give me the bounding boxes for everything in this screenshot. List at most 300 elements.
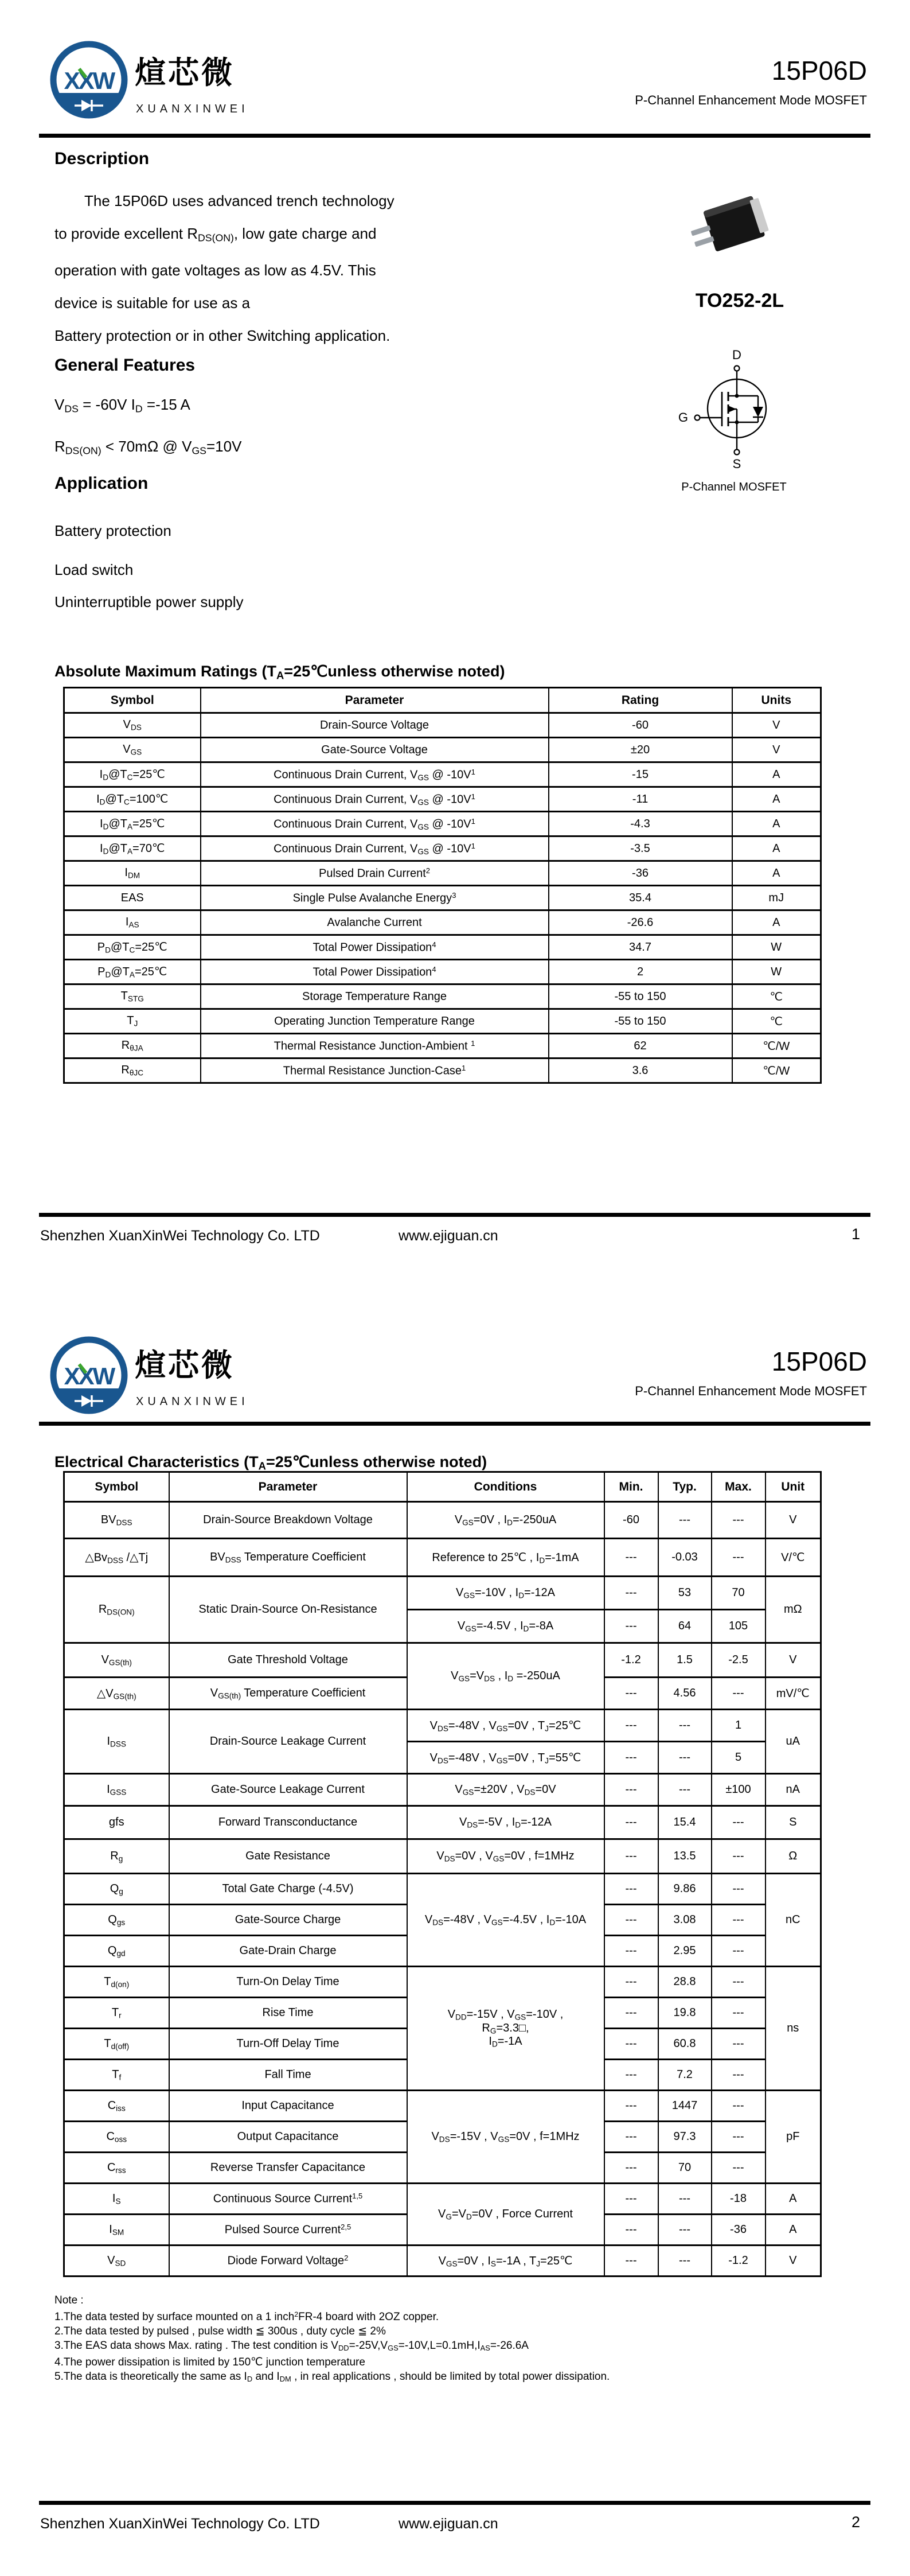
table-cell: $V_{GS}=V_{DS}$ , $I_D =-250uA$: [407, 1643, 604, 1710]
mosfet-symbol: [648, 333, 820, 505]
note-line: 5.The data is theoretically the same as $I_D$ and $I_{DM}$ , in real applications , should be limited by total power dissipation.: [54, 2371, 610, 2384]
table-cell: $I_S$: [64, 2184, 169, 2215]
table-cell: Total Power Dissipation$^4$: [201, 960, 549, 985]
footer-company: Shenzhen XuanXinWei Technology Co. LTD: [40, 1228, 320, 1244]
table-cell: $R_{\theta JC}$: [64, 1059, 201, 1083]
table-cell: V: [766, 1643, 821, 1678]
elec-title: Electrical Characteristics ($T_A=25℃unless$ otherwise noted): [54, 1453, 487, 1472]
table-cell: ---: [712, 1967, 766, 1998]
table-row: [64, 787, 821, 812]
table-cell: nC: [766, 1874, 821, 1967]
table-cell: ℃/W: [732, 1034, 821, 1059]
table-cell: 2: [549, 960, 732, 985]
description-line: to provide excellent $R_{DS(ON)}$, low gate charge and: [54, 225, 377, 244]
table-cell: ---: [658, 1710, 712, 1742]
table-cell: W: [732, 935, 821, 960]
part-number: 15P06D: [771, 56, 867, 85]
column-header: Min.: [604, 1472, 658, 1502]
table-cell: $Q_{gd}$: [64, 1936, 169, 1967]
table-cell: 34.7: [549, 935, 732, 960]
table-cell: 7.2: [658, 2060, 712, 2091]
table-cell: 15.4: [658, 1806, 712, 1839]
table-cell: $Q_g$: [64, 1874, 169, 1905]
table-row: [64, 1806, 821, 1839]
table-cell: 2.95: [658, 1936, 712, 1967]
table-row: [64, 1839, 821, 1874]
table-cell: A: [732, 812, 821, 836]
table-row: [64, 713, 821, 738]
column-header: Parameter: [169, 1472, 407, 1502]
column-header: Typ.: [658, 1472, 712, 1502]
application-item: Load switch: [54, 561, 134, 578]
table-cell: mJ: [732, 886, 821, 910]
elec-char-table: [63, 1471, 822, 2277]
table-cell: Continuous Drain Current, $V_{GS}$ @ $-10V^1$: [201, 812, 549, 836]
table-cell: ---: [604, 2091, 658, 2122]
brand-name-cn: 煊芯微: [135, 56, 235, 90]
table-cell: Single Pulse Avalanche Energy$^3$: [201, 886, 549, 910]
table-cell: $I_D@T_C=25℃$: [64, 762, 201, 787]
table-cell: $V_{DS}=-15V$ , $V_{GS}=0V$ , f=1MHz: [407, 2091, 604, 2184]
table-cell: ---: [604, 2029, 658, 2060]
table-cell: 1.5: [658, 1643, 712, 1678]
table-cell: $T_J$: [64, 1009, 201, 1034]
table-cell: $V_{SD}$: [64, 2246, 169, 2277]
table-cell: -1.2: [604, 1643, 658, 1678]
table-cell: -36: [549, 861, 732, 886]
pin-label-source: S: [732, 457, 741, 471]
table-row: [64, 836, 821, 861]
table-cell: -36: [712, 2215, 766, 2246]
brand-name-cn: 煊芯微: [135, 1348, 235, 1383]
column-header: Symbol: [64, 688, 201, 713]
description-line: operation with gate voltages as low as 4.5V. This: [54, 262, 376, 279]
table-cell: ---: [712, 2122, 766, 2153]
table-cell: $V_{GS}=-10V$ , $I_D=-12A$: [407, 1577, 604, 1610]
table-cell: 60.8: [658, 2029, 712, 2060]
table-cell: Total Power Dissipation$^4$: [201, 935, 549, 960]
table-cell: -60: [549, 713, 732, 738]
table-cell: 3.08: [658, 1905, 712, 1936]
table-cell: $I_{DM}$: [64, 861, 201, 886]
notes-title: Note :: [54, 2294, 84, 2306]
table-cell: 70: [658, 2153, 712, 2184]
table-cell: Fall Time: [169, 2060, 407, 2091]
table-cell: ---: [604, 1806, 658, 1839]
table-cell: 5: [712, 1742, 766, 1774]
brand-name-en: XUANXINWEI: [136, 1395, 249, 1408]
table-cell: ---: [604, 1839, 658, 1874]
column-header: Rating: [549, 688, 732, 713]
abs-max-table: [63, 687, 822, 1084]
company-logo: [46, 1331, 132, 1420]
table-cell: $P_D@T_C=25℃$: [64, 935, 201, 960]
page-number: 1: [851, 1225, 860, 1243]
table-row: [64, 1643, 821, 1678]
table-cell: Drain-Source Voltage: [201, 713, 549, 738]
table-cell: -15: [549, 762, 732, 787]
table-cell: V: [732, 713, 821, 738]
table-cell: ---: [604, 2184, 658, 2215]
part-subtitle: P-Channel Enhancement Mode MOSFET: [635, 1384, 867, 1398]
table-cell: ---: [712, 1678, 766, 1710]
table-cell: $I_D@T_A=25℃$: [64, 812, 201, 836]
table-cell: $BV_{DSS}$ Temperature Coefficient: [169, 1539, 407, 1577]
table-cell: $V_{GS(th)}$: [64, 1643, 169, 1678]
table-cell: ---: [658, 2215, 712, 2246]
logo-monogram: XXW: [64, 1363, 114, 1390]
table-cell: $V_{DS}$: [64, 713, 201, 738]
table-cell: ---: [604, 1967, 658, 1998]
table-cell: $C_{rss}$: [64, 2153, 169, 2184]
table-cell: Pulsed Drain Current$^2$: [201, 861, 549, 886]
table-cell: 53: [658, 1577, 712, 1610]
table-cell: A: [732, 861, 821, 886]
table-cell: Reference to 25℃ , $I_D=-1mA$: [407, 1539, 604, 1577]
footer-site: www.ejiguan.cn: [399, 2516, 498, 2532]
table-cell: ---: [712, 1936, 766, 1967]
table-cell: $R_{\theta JA}$: [64, 1034, 201, 1059]
package-label: TO252-2L: [695, 290, 784, 312]
table-cell: Storage Temperature Range: [201, 985, 549, 1009]
application-heading: Application: [54, 474, 149, 493]
table-cell: $V_{GS}$: [64, 738, 201, 762]
table-cell: $V_{DS}=0V$ , $V_{GS}=0V$ , f=1MHz: [407, 1839, 604, 1874]
table-cell: $I_{AS}$: [64, 910, 201, 935]
table-cell: $C_{oss}$: [64, 2122, 169, 2153]
table-cell: Reverse Transfer Capacitance: [169, 2153, 407, 2184]
table-cell: 19.8: [658, 1998, 712, 2029]
logo-monogram: XXW: [64, 67, 114, 94]
table-cell: ---: [604, 1905, 658, 1936]
table-cell: Output Capacitance: [169, 2122, 407, 2153]
table-cell: 64: [658, 1610, 712, 1643]
table-cell: $\triangle Bv_{DSS}$ /△Tj: [64, 1539, 169, 1577]
table-cell: 62: [549, 1034, 732, 1059]
table-cell: -11: [549, 787, 732, 812]
feature-line: $R_{DS(ON)} < 70m\Omega$ @ $V_{GS}=10V$: [54, 438, 242, 457]
table-cell: Turn-On Delay Time: [169, 1967, 407, 1998]
page-number: 2: [851, 2513, 860, 2531]
table-cell: EAS: [64, 886, 201, 910]
table-cell: A: [732, 787, 821, 812]
table-cell: 1: [712, 1710, 766, 1742]
header-rule: [39, 134, 870, 138]
table-cell: $V_G=V_D=0V$ , Force Current: [407, 2184, 604, 2246]
table-cell: Continuous Drain Current, $V_{GS}$ @ $-10V^1$: [201, 787, 549, 812]
feature-line: $V_{DS} = -60V$ $I_D =-15$ A: [54, 396, 190, 415]
table-cell: ---: [604, 1577, 658, 1610]
table-row: [64, 935, 821, 960]
table-cell: 70: [712, 1577, 766, 1610]
table-cell: 97.3: [658, 2122, 712, 2153]
table-cell: ---: [604, 1774, 658, 1806]
table-row: [64, 861, 821, 886]
table-cell: Diode Forward Voltage$^2$: [169, 2246, 407, 2277]
table-cell: ---: [712, 1874, 766, 1905]
table-cell: $I_{SM}$: [64, 2215, 169, 2246]
table-cell: Total Gate Charge (-4.5V): [169, 1874, 407, 1905]
table-row: [64, 1539, 821, 1577]
table-cell: $V_{DS}=-48V$ , $V_{GS}=0V$ , $T_J=25℃$: [407, 1710, 604, 1742]
logo-icon: [46, 36, 132, 124]
general-features-heading: General Features: [54, 356, 196, 375]
table-cell: ---: [604, 1998, 658, 2029]
table-cell: $T_{d(on)}$: [64, 1967, 169, 1998]
header-row: [64, 688, 821, 713]
table-cell: ---: [712, 1502, 766, 1539]
table-cell: V: [732, 738, 821, 762]
table-cell: $V_{DS}=-48V$ , $V_{GS}=0V$ , $T_J=55℃$: [407, 1742, 604, 1774]
column-header: Units: [732, 688, 821, 713]
table-row: [64, 1034, 821, 1059]
table-cell: $I_D@T_A=70℃$: [64, 836, 201, 861]
table-cell: ---: [604, 2246, 658, 2277]
footer-company: Shenzhen XuanXinWei Technology Co. LTD: [40, 2516, 320, 2532]
elec-char: [63, 1471, 822, 2277]
table-cell: -3.5: [549, 836, 732, 861]
table-cell: $I_{DSS}$: [64, 1710, 169, 1774]
table-cell: ---: [604, 1742, 658, 1774]
table-cell: A: [766, 2215, 821, 2246]
table-cell: ---: [712, 2153, 766, 2184]
table-row: [64, 2091, 821, 2122]
table-row: [64, 910, 821, 935]
note-line: 4.The power dissipation is limited by 150℃ junction temperature: [54, 2356, 366, 2369]
table-cell: ---: [604, 2122, 658, 2153]
table-cell: uA: [766, 1710, 821, 1774]
table-cell: ---: [712, 1839, 766, 1874]
mosfet-symbol-icon: [677, 350, 791, 470]
table-cell: A: [732, 910, 821, 935]
pin-label-gate: G: [678, 410, 688, 425]
table-cell: Forward Transconductance: [169, 1806, 407, 1839]
table-cell: Pulsed Source Current$^{2,5}$: [169, 2215, 407, 2246]
table-cell: Turn-Off Delay Time: [169, 2029, 407, 2060]
note-line: 3.The EAS data shows Max. rating . The test condition is $V_{DD}=-25V,V_{GS}=-10V,L=0.1mH,I_{AS}=-26.6A$: [54, 2340, 529, 2353]
table-cell: ±20: [549, 738, 732, 762]
table-cell: ---: [658, 1742, 712, 1774]
table-cell: Input Capacitance: [169, 2091, 407, 2122]
table-cell: ns: [766, 1967, 821, 2091]
table-cell: mV/℃: [766, 1678, 821, 1710]
table-cell: $T_r$: [64, 1998, 169, 2029]
table-cell: $V_{GS}=0V$ , $I_D=-250uA$: [407, 1502, 604, 1539]
table-cell: ---: [712, 1998, 766, 2029]
column-header: Parameter: [201, 688, 549, 713]
table-cell: ±100: [712, 1774, 766, 1806]
table-cell: Static Drain-Source On-Resistance: [169, 1577, 407, 1643]
table-cell: 9.86: [658, 1874, 712, 1905]
description-heading: Description: [54, 149, 150, 168]
brand-name-en: XUANXINWEI: [136, 103, 249, 115]
footer-rule: [39, 2501, 870, 2505]
table-cell: 4.56: [658, 1678, 712, 1710]
table-cell: Gate Resistance: [169, 1839, 407, 1874]
table-cell: Gate-Drain Charge: [169, 1936, 407, 1967]
description-paragraph: [54, 185, 548, 352]
part-subtitle: P-Channel Enhancement Mode MOSFET: [635, 93, 867, 107]
header-rule: [39, 1422, 870, 1426]
table-cell: $I_D@T_C=100℃$: [64, 787, 201, 812]
table-cell: Gate-Source Voltage: [201, 738, 549, 762]
table-cell: -55 to 150: [549, 1009, 732, 1034]
table-cell: Thermal Resistance Junction-Ambient $^1$: [201, 1034, 549, 1059]
column-header: Max.: [712, 1472, 766, 1502]
description-line: The 15P06D uses advanced trench technology: [84, 192, 395, 209]
table-row: [64, 886, 821, 910]
table-cell: $V_{GS}=\pm 20V$ , $V_{DS}=0V$: [407, 1774, 604, 1806]
table-cell: ---: [604, 2153, 658, 2184]
table-cell: ---: [658, 2246, 712, 2277]
table-cell: Gate-Source Charge: [169, 1905, 407, 1936]
column-header: Unit: [766, 1472, 821, 1502]
table-cell: ---: [658, 1502, 712, 1539]
table-cell: $Q_{gs}$: [64, 1905, 169, 1936]
table-cell: $T_f$: [64, 2060, 169, 2091]
table-row: [64, 1502, 821, 1539]
note-line: 1.The data tested by surface mounted on a 1 inch$^2$FR-4 board with 2OZ copper.: [54, 2310, 439, 2324]
table-cell: 105: [712, 1610, 766, 1643]
table-cell: A: [732, 762, 821, 787]
table-cell: 28.8: [658, 1967, 712, 1998]
table-cell: ---: [712, 2091, 766, 2122]
description-line: device is suitable for use as a: [54, 294, 251, 312]
table-cell: $R_g$: [64, 1839, 169, 1874]
table-cell: Gate-Source Leakage Current: [169, 1774, 407, 1806]
table-row: [64, 1710, 821, 1742]
table-cell: ℃: [732, 985, 821, 1009]
table-cell: -26.6: [549, 910, 732, 935]
table-cell: Rise Time: [169, 1998, 407, 2029]
package-photo-icon: [677, 189, 783, 270]
description-line: Battery protection or in other Switching application.: [54, 327, 390, 345]
table-cell: $V_{DD}=-15V$ , $V_{GS}=-10V$ , $R_G=3.3□$, $I_D=-1A$: [407, 1967, 604, 2091]
table-row: [64, 2246, 821, 2277]
table-cell: 13.5: [658, 1839, 712, 1874]
table-cell: $V_{DS}=-48V$ , $V_{GS}=-4.5V$ , $I_D=-10A$: [407, 1874, 604, 1967]
table-row: [64, 960, 821, 985]
package-photo: [677, 189, 783, 270]
table-cell: V/℃: [766, 1539, 821, 1577]
table-cell: Drain-Source Leakage Current: [169, 1710, 407, 1774]
table-cell: Gate Threshold Voltage: [169, 1643, 407, 1678]
table-cell: nA: [766, 1774, 821, 1806]
table-cell: gfs: [64, 1806, 169, 1839]
table-cell: 3.6: [549, 1059, 732, 1083]
table-row: [64, 812, 821, 836]
table-row: [64, 1059, 821, 1083]
table-cell: -60: [604, 1502, 658, 1539]
abs-max-title: Absolute Maximum Ratings ($T_A=25℃unless$ otherwise noted): [54, 663, 505, 682]
table-cell: -4.3: [549, 812, 732, 836]
table-cell: mΩ: [766, 1577, 821, 1643]
table-cell: ℃/W: [732, 1059, 821, 1083]
table-cell: ---: [604, 2060, 658, 2091]
table-cell: Drain-Source Breakdown Voltage: [169, 1502, 407, 1539]
table-cell: -55 to 150: [549, 985, 732, 1009]
table-cell: ℃: [732, 1009, 821, 1034]
table-cell: $C_{iss}$: [64, 2091, 169, 2122]
application-item: Uninterruptible power supply: [54, 593, 244, 610]
table-cell: $V_{DS}=-5V$ , $I_D=-12A$: [407, 1806, 604, 1839]
table-cell: Ω: [766, 1839, 821, 1874]
table-row: [64, 762, 821, 787]
table-cell: $V_{GS(th)}$ Temperature Coefficient: [169, 1678, 407, 1710]
notes-block: [54, 2293, 610, 2387]
table-cell: ---: [604, 1539, 658, 1577]
table-cell: -2.5: [712, 1643, 766, 1678]
table-cell: $P_D@T_A=25℃$: [64, 960, 201, 985]
table-cell: 1447: [658, 2091, 712, 2122]
abs-max: [63, 687, 822, 1084]
table-cell: ---: [604, 1936, 658, 1967]
table-cell: Continuous Source Current$^{1,5}$: [169, 2184, 407, 2215]
table-cell: $V_{GS}=-4.5V$ , $I_D=-8A$: [407, 1610, 604, 1643]
symbol-caption: P-Channel MOSFET: [681, 481, 787, 493]
table-row: [64, 1874, 821, 1905]
table-row: [64, 985, 821, 1009]
table-cell: $BV_{DSS}$: [64, 1502, 169, 1539]
table-cell: V: [766, 1502, 821, 1539]
table-cell: $V_{GS}=0V$ , $I_S=-1A$ , $T_J=25℃$: [407, 2246, 604, 2277]
datasheet-page-2: [0, 1288, 910, 2576]
part-number: 15P06D: [771, 1347, 867, 1376]
table-cell: $R_{DS(ON)}$: [64, 1577, 169, 1643]
table-cell: ---: [658, 2184, 712, 2215]
table-cell: ---: [658, 1774, 712, 1806]
table-cell: $\triangle V_{GS(th)}$: [64, 1678, 169, 1710]
table-cell: Thermal Resistance Junction-Case$^1$: [201, 1059, 549, 1083]
table-cell: A: [732, 836, 821, 861]
table-cell: V: [766, 2246, 821, 2277]
table-cell: ---: [712, 1539, 766, 1577]
footer-rule: [39, 1213, 870, 1217]
table-cell: ---: [604, 1710, 658, 1742]
table-row: [64, 1967, 821, 1998]
table-cell: ---: [604, 1874, 658, 1905]
table-cell: ---: [604, 1678, 658, 1710]
company-logo: [46, 36, 132, 124]
table-row: [64, 1009, 821, 1034]
application-item: Battery protection: [54, 522, 171, 539]
table-cell: $T_{d(off)}$: [64, 2029, 169, 2060]
pin-label-drain: D: [732, 348, 741, 362]
table-cell: pF: [766, 2091, 821, 2184]
table-cell: ---: [712, 2029, 766, 2060]
column-header: Symbol: [64, 1472, 169, 1502]
table-cell: -1.2: [712, 2246, 766, 2277]
table-row: [64, 2184, 821, 2215]
logo-icon: [46, 1331, 132, 1420]
table-row: [64, 738, 821, 762]
table-cell: A: [766, 2184, 821, 2215]
table-cell: -0.03: [658, 1539, 712, 1577]
table-cell: Continuous Drain Current, $V_{GS}$ @ $-10V^1$: [201, 836, 549, 861]
table-cell: Avalanche Current: [201, 910, 549, 935]
table-cell: S: [766, 1806, 821, 1839]
table-cell: Continuous Drain Current, $V_{GS}$ @ $-10V^1$: [201, 762, 549, 787]
footer-site: www.ejiguan.cn: [399, 1228, 498, 1244]
header-row: [64, 1472, 821, 1502]
table-cell: W: [732, 960, 821, 985]
note-line: 2.The data tested by pulsed , pulse width ≦ 300us , duty cycle ≦ 2%: [54, 2325, 386, 2338]
column-header: Conditions: [407, 1472, 604, 1502]
table-row: [64, 1774, 821, 1806]
table-cell: $I_{GSS}$: [64, 1774, 169, 1806]
table-cell: ---: [712, 1905, 766, 1936]
table-cell: ---: [712, 1806, 766, 1839]
